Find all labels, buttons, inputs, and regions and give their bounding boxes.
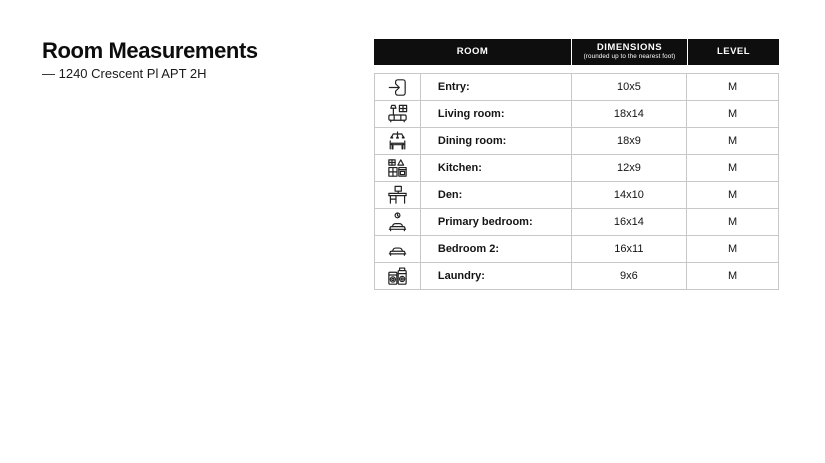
dimensions-cell [572,236,688,263]
dimensions-cell [572,101,688,128]
dimensions-cell [572,182,688,209]
table-row [375,236,779,263]
kitchen-icon [386,157,409,180]
room-name: Entry: [437,81,470,93]
header-dimensions-label: DIMENSIONS [596,41,663,53]
dimensions-value: 14x10 [613,189,644,201]
table-row [375,209,779,236]
level-cell [687,182,779,209]
room-name: Primary bedroom: [437,216,533,228]
level-cell [687,263,779,290]
level-value: M [728,189,738,201]
level-cell [687,236,779,263]
table-row [375,101,779,128]
level-value: M [728,135,738,147]
room-name-cell [421,74,572,101]
room-name: Laundry: [437,270,485,282]
header-room [374,39,571,65]
room-icon-cell [375,155,421,182]
room-icon-cell [375,263,421,290]
room-icon-cell [375,182,421,209]
dimensions-cell [572,263,688,290]
dining-room-icon [386,130,409,153]
table-header [374,39,779,65]
level-cell [687,155,779,182]
room-name: Living room: [437,108,505,120]
living-room-icon [386,103,409,126]
dimensions-value: 18x9 [616,135,641,147]
level-value: M [728,243,738,255]
level-cell [687,74,779,101]
dimensions-value: 12x9 [616,162,641,174]
level-value: M [728,216,738,228]
level-cell [687,101,779,128]
room-icon-cell [375,128,421,155]
room-icon-cell [375,74,421,101]
level-cell [687,128,779,155]
table-row [375,74,779,101]
room-name: Kitchen: [437,162,482,174]
room-icon-cell [375,101,421,128]
room-name-cell [421,182,572,209]
room-name-cell [421,263,572,290]
level-cell [687,209,779,236]
dimensions-cell [572,209,688,236]
room-name-cell [421,128,572,155]
level-value: M [728,81,738,93]
dimensions-cell [572,128,688,155]
room-name-cell [421,209,572,236]
bedroom-icon [386,238,409,261]
header-level [687,39,779,65]
page-subtitle: — 1240 Crescent Pl APT 2H [42,66,207,81]
dimensions-cell [572,155,688,182]
header-dimensions [571,39,687,65]
table-row [375,182,779,209]
dimensions-value: 16x11 [614,243,644,255]
room-name: Dining room: [437,135,507,147]
entry-icon [386,76,409,99]
dimensions-value: 9x6 [620,270,638,282]
level-value: M [728,270,738,282]
room-icon-cell [375,209,421,236]
primary-bedroom-icon [386,211,409,234]
level-value: M [728,108,738,120]
table-row [375,263,779,290]
den-icon [386,184,409,207]
room-measurements-table [374,39,779,290]
table-row [375,155,779,182]
room-icon-cell [375,236,421,263]
dimensions-cell [572,74,688,101]
room-name-cell [421,101,572,128]
room-name-cell [421,155,572,182]
header-room-label: ROOM [456,45,489,57]
laundry-icon [386,265,409,288]
dimensions-value: 18x14 [613,108,644,120]
table-body [374,73,779,290]
page-title: Room Measurements [42,38,258,63]
header-level-label: LEVEL [716,45,751,57]
dimensions-value: 16x14 [613,216,644,228]
table-row [375,128,779,155]
room-name: Bedroom 2: [437,243,499,255]
level-value: M [728,162,738,174]
room-name: Den: [437,189,463,201]
header-dimensions-note: (rounded up to the nearest foot) [583,53,676,61]
room-name-cell [421,236,572,263]
dimensions-value: 10x5 [616,81,641,93]
